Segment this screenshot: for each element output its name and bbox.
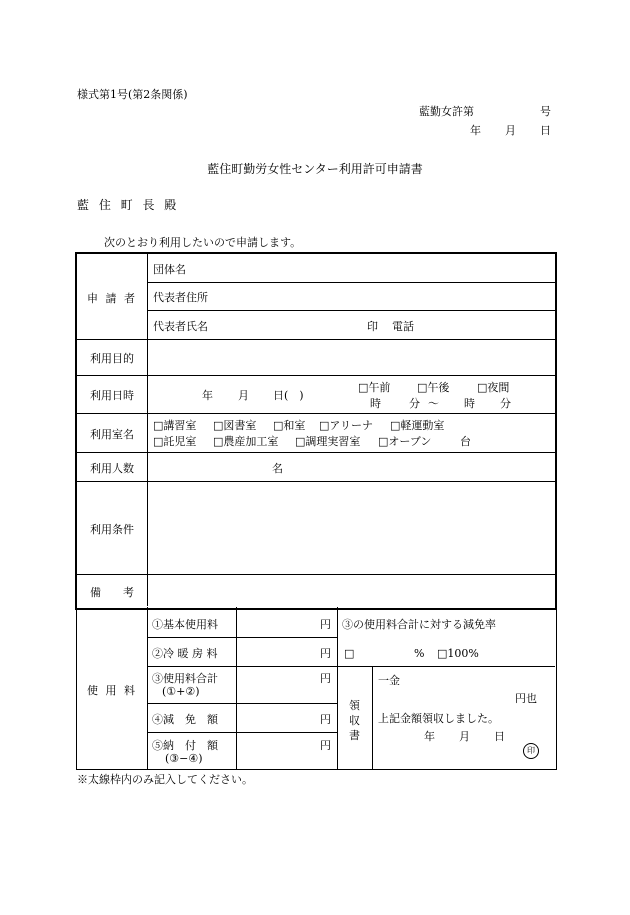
room-childcare: □託児室	[153, 435, 197, 448]
payment-formula: (③−④)	[165, 752, 203, 765]
people-label: 利用人数	[90, 462, 134, 475]
datetime-month: 月	[238, 389, 249, 402]
divider	[337, 607, 338, 769]
yen-total: 円	[320, 672, 331, 685]
divider	[77, 375, 555, 376]
room-food-processing: □農産加工室	[213, 435, 279, 448]
reduction-title: ③の使用料合計に対する減免率	[342, 618, 496, 631]
divider	[77, 574, 555, 575]
receipt-year: 年	[424, 730, 435, 743]
date-month: 月	[505, 124, 516, 137]
permit-number-suffix: 号	[540, 105, 551, 118]
datetime-day-weekday: 日( )	[273, 389, 304, 402]
yen-discount: 円	[320, 713, 331, 726]
divider	[77, 413, 555, 414]
phone-label: 電話	[392, 320, 414, 333]
receipt-month: 月	[459, 730, 470, 743]
datetime-label: 利用日時	[90, 389, 134, 402]
intro-text: 次のとおり利用したいので申請します。	[104, 236, 302, 249]
fees-label: 使 用 料	[87, 684, 137, 697]
receipt-amount-prefix: 一金	[378, 674, 400, 687]
rep-name-label: 代表者氏名	[153, 320, 208, 333]
room-library: □図書室	[213, 419, 257, 432]
payment-label: ⑤納 付 額	[152, 739, 218, 752]
room-japanese: □和室	[273, 419, 306, 432]
minute-1: 分	[409, 397, 420, 410]
reduction-full: □100%	[437, 647, 479, 660]
remarks-label: 備 考	[90, 586, 134, 599]
yen-heating: 円	[320, 647, 331, 660]
room-lecture: □講習室	[153, 419, 197, 432]
minute-2: 分	[500, 397, 511, 410]
divider	[147, 666, 555, 667]
basic-fee-label: ①基本使用料	[152, 618, 218, 631]
yen-payment: 円	[320, 739, 331, 752]
room-cooking: □調理実習室	[295, 435, 361, 448]
date-year: 年	[470, 124, 481, 137]
addressee: 藍 住 町 長 殿	[77, 198, 180, 212]
yen-basic: 円	[320, 618, 331, 631]
hour-2: 時	[464, 397, 475, 410]
divider	[372, 666, 373, 769]
divider	[147, 607, 148, 769]
purpose-label: 利用目的	[90, 352, 134, 365]
divider	[236, 607, 237, 769]
form-number: 様式第1号(第2条関係)	[77, 88, 188, 101]
morning-checkbox: □午前	[358, 381, 391, 394]
page-title: 藍住町勤労女性センター利用許可申請書	[207, 162, 423, 176]
permit-number-prefix: 藍勤女許第	[419, 105, 474, 118]
divider	[77, 452, 555, 453]
receipt-label-3: 書	[349, 729, 360, 742]
hour-1: 時	[370, 397, 381, 410]
total-fee-label: ③使用料合計	[152, 672, 218, 685]
seal-label: 印	[367, 320, 378, 333]
divider	[147, 732, 337, 733]
divider	[147, 637, 337, 638]
people-unit: 名	[272, 462, 283, 475]
rooms-label: 利用室名	[90, 428, 134, 441]
oven-unit: 台	[460, 435, 471, 448]
rep-address-label: 代表者住所	[153, 291, 208, 304]
receipt-amount-suffix: 円也	[515, 692, 537, 705]
reduction-checkbox: □	[344, 647, 355, 660]
divider	[77, 481, 555, 482]
applicant-label: 申 請 者	[87, 292, 137, 305]
discount-label: ④減 免 額	[152, 713, 218, 726]
room-oven: □オーブン	[378, 435, 432, 448]
receipt-received-text: 上記金額領収しました。	[378, 712, 499, 725]
conditions-label: 利用条件	[90, 523, 134, 536]
datetime-year: 年	[202, 389, 213, 402]
tilde: ～	[428, 397, 439, 410]
divider	[147, 254, 148, 606]
room-arena: □アリーナ	[319, 419, 373, 432]
receipt-label-1: 領	[349, 699, 360, 712]
divider	[147, 703, 337, 704]
footnote: ※太線枠内のみ記入してください。	[77, 773, 253, 786]
org-name-label: 団体名	[153, 263, 186, 276]
reduction-percent: %	[414, 647, 425, 660]
receipt-day: 日	[494, 730, 505, 743]
divider	[147, 282, 555, 283]
afternoon-checkbox: □午後	[417, 381, 450, 394]
heating-fee-label: ②冷 暖 房 料	[152, 647, 218, 660]
receipt-label-2: 収	[349, 714, 360, 727]
divider	[77, 339, 555, 340]
divider	[147, 310, 555, 311]
total-fee-formula: (①+②)	[162, 685, 200, 698]
receipt-seal-stamp: 印	[523, 743, 539, 759]
date-day: 日	[540, 124, 551, 137]
night-checkbox: □夜間	[477, 381, 510, 394]
room-light-exercise: □軽運動室	[390, 419, 445, 432]
